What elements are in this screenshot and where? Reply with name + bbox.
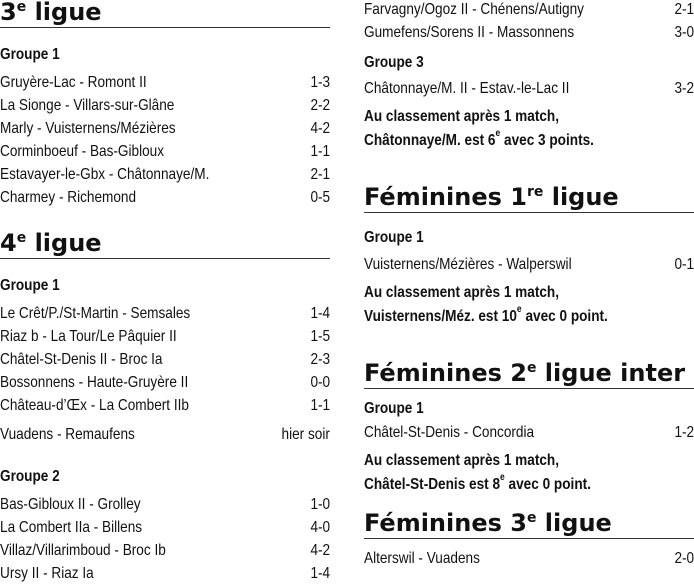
- match-row: [364, 21, 694, 44]
- heading-sup: e: [526, 510, 537, 526]
- match-score: 3-0: [674, 24, 694, 41]
- match-score: 0-0: [310, 374, 330, 391]
- note-text: avec 3 points.: [500, 132, 594, 149]
- results-list: [364, 421, 694, 444]
- note-sup: e: [500, 472, 505, 483]
- heading-word: ligue: [34, 229, 102, 257]
- match-score: 0-5: [310, 189, 330, 206]
- match-score: 3-2: [674, 80, 694, 97]
- match-row: [0, 539, 330, 562]
- match-teams: Gruyère-Lac - Romont II: [0, 74, 147, 91]
- left-column: [0, 0, 330, 585]
- match-score: 2-3: [310, 351, 330, 368]
- match-row: [0, 325, 330, 348]
- heading-4e-ligue: [0, 231, 330, 259]
- match-score: 1-4: [310, 565, 330, 582]
- match-score: 2-0: [674, 550, 694, 567]
- match-row: [0, 163, 330, 186]
- match-score: hier soir: [281, 426, 330, 443]
- group-label: Groupe 1: [0, 277, 60, 294]
- note-line: Au classement après 1 match,: [364, 452, 560, 469]
- group-label: Groupe 1: [364, 229, 424, 246]
- note-line: [364, 129, 645, 153]
- match-row: [0, 516, 330, 539]
- note-text: avec 0 point.: [521, 308, 608, 325]
- standing-note: [364, 449, 694, 497]
- group-label: Groupe 1: [364, 400, 424, 417]
- note-line: [364, 473, 645, 497]
- note-line: Au classement après 1 match,: [364, 284, 560, 301]
- match-row: [364, 253, 694, 276]
- heading-sup: e: [16, 0, 27, 15]
- match-teams: Corminboeuf - Bas-Gibloux: [0, 143, 165, 160]
- group-label: Groupe 3: [364, 54, 424, 71]
- match-teams: Le Crêt/P./St-Martin - Semsales: [0, 305, 191, 322]
- match-teams: Vuadens - Remaufens: [0, 426, 135, 443]
- match-score: 4-2: [310, 120, 330, 137]
- note-text: Châtonnaye/M. est 6: [364, 132, 496, 149]
- heading-feminines-2e-ligue-inter: [364, 361, 694, 389]
- match-row: [0, 394, 330, 417]
- heading-prefix: Féminines 1: [364, 183, 527, 211]
- heading-word: ligue: [34, 0, 102, 26]
- match-row: [0, 562, 330, 585]
- match-teams: Château-d’Œx - La Combert IIb: [0, 397, 189, 414]
- match-row: [364, 0, 694, 21]
- match-teams: Vuisternens/Mézières - Walperswil: [364, 256, 572, 273]
- match-teams: Estavayer-le-Gbx - Châtonnaye/M.: [0, 166, 210, 183]
- match-teams: Ursy II - Riaz Ia: [0, 565, 94, 582]
- right-column: [364, 0, 694, 570]
- match-teams: Marly - Vuisternens/Mézières: [0, 120, 176, 137]
- heading-prefix: Féminines 2: [364, 359, 527, 387]
- heading-sup: e: [16, 230, 27, 246]
- results-list: [364, 253, 694, 276]
- match-score: 1-0: [310, 496, 330, 513]
- match-row: [0, 71, 330, 94]
- match-teams: Gumefens/Sorens II - Massonnens: [364, 24, 575, 41]
- match-teams: Farvagny/Ogoz II - Chénens/Autigny: [364, 1, 584, 18]
- heading-word: ligue: [543, 183, 619, 211]
- heading-sup: re: [526, 184, 544, 200]
- match-score: 2-1: [674, 1, 694, 18]
- match-teams: Riaz b - La Tour/Le Pâquier II: [0, 328, 177, 345]
- standing-note: [364, 105, 694, 153]
- match-teams: La Sionge - Villars-sur-Glâne: [0, 97, 175, 114]
- match-score: 0-1: [674, 256, 694, 273]
- match-row: [0, 302, 330, 325]
- match-row: [0, 186, 330, 209]
- standing-note: [364, 281, 694, 329]
- match-score: 4-2: [310, 542, 330, 559]
- match-row: [0, 140, 330, 163]
- match-row: [0, 94, 330, 117]
- heading-word: ligue inter: [536, 359, 686, 387]
- match-teams: Bossonnens - Haute-Gruyère II: [0, 374, 189, 391]
- heading-word: ligue: [536, 509, 612, 537]
- match-row: [0, 117, 330, 140]
- heading-feminines-1re-ligue: [364, 185, 694, 213]
- note-sup: e: [516, 304, 522, 315]
- match-row: [364, 547, 694, 570]
- match-score: 1-1: [310, 143, 330, 160]
- results-list: [364, 547, 694, 570]
- match-row: [364, 421, 694, 444]
- match-row: [0, 371, 330, 394]
- match-score: 1-2: [674, 424, 694, 441]
- match-teams: Charmey - Richemond: [0, 189, 137, 206]
- heading-sup: e: [526, 360, 537, 376]
- match-row: [0, 493, 330, 516]
- note-text: Vuisternens/Méz. est 10: [364, 308, 517, 325]
- heading-feminines-3e-ligue: [364, 511, 694, 539]
- match-teams: Châtonnaye/M. II - Estav.-le-Lac II: [364, 80, 570, 97]
- note-sup: e: [495, 128, 501, 139]
- note-text: avec 0 point.: [504, 476, 591, 493]
- match-score: 1-1: [310, 397, 330, 414]
- results-list: [364, 77, 694, 100]
- heading-num: 3: [0, 0, 17, 26]
- group-label: Groupe 1: [0, 46, 60, 63]
- match-score: 1-5: [310, 328, 330, 345]
- match-teams: Villaz/Villarimboud - Broc Ib: [0, 542, 166, 559]
- match-score: 1-4: [310, 305, 330, 322]
- note-text: Châtel-St-Denis est 8: [364, 476, 501, 493]
- match-score: 2-1: [310, 166, 330, 183]
- results-list: [0, 71, 330, 209]
- match-row: [364, 77, 694, 100]
- match-teams: Châtel-St-Denis II - Broc Ia: [0, 351, 163, 368]
- match-teams: La Combert IIa - Billens: [0, 519, 143, 536]
- note-line: [364, 305, 645, 329]
- match-score: 4-0: [310, 519, 330, 536]
- match-score: 2-2: [310, 97, 330, 114]
- results-list: [0, 302, 330, 446]
- match-row: [0, 348, 330, 371]
- heading-num: 4: [0, 229, 17, 257]
- results-list: [0, 493, 330, 585]
- group-label: Groupe 2: [0, 468, 60, 485]
- match-teams: Alterswil - Vuadens: [364, 550, 480, 567]
- match-row: [0, 423, 330, 446]
- heading-3e-ligue: [0, 0, 330, 28]
- match-teams: Châtel-St-Denis - Concordia: [364, 424, 535, 441]
- match-teams: Bas-Gibloux II - Grolley: [0, 496, 141, 513]
- match-score: 1-3: [310, 74, 330, 91]
- results-list: [364, 0, 694, 44]
- heading-prefix: Féminines 3: [364, 509, 527, 537]
- note-line: Au classement après 1 match,: [364, 108, 560, 125]
